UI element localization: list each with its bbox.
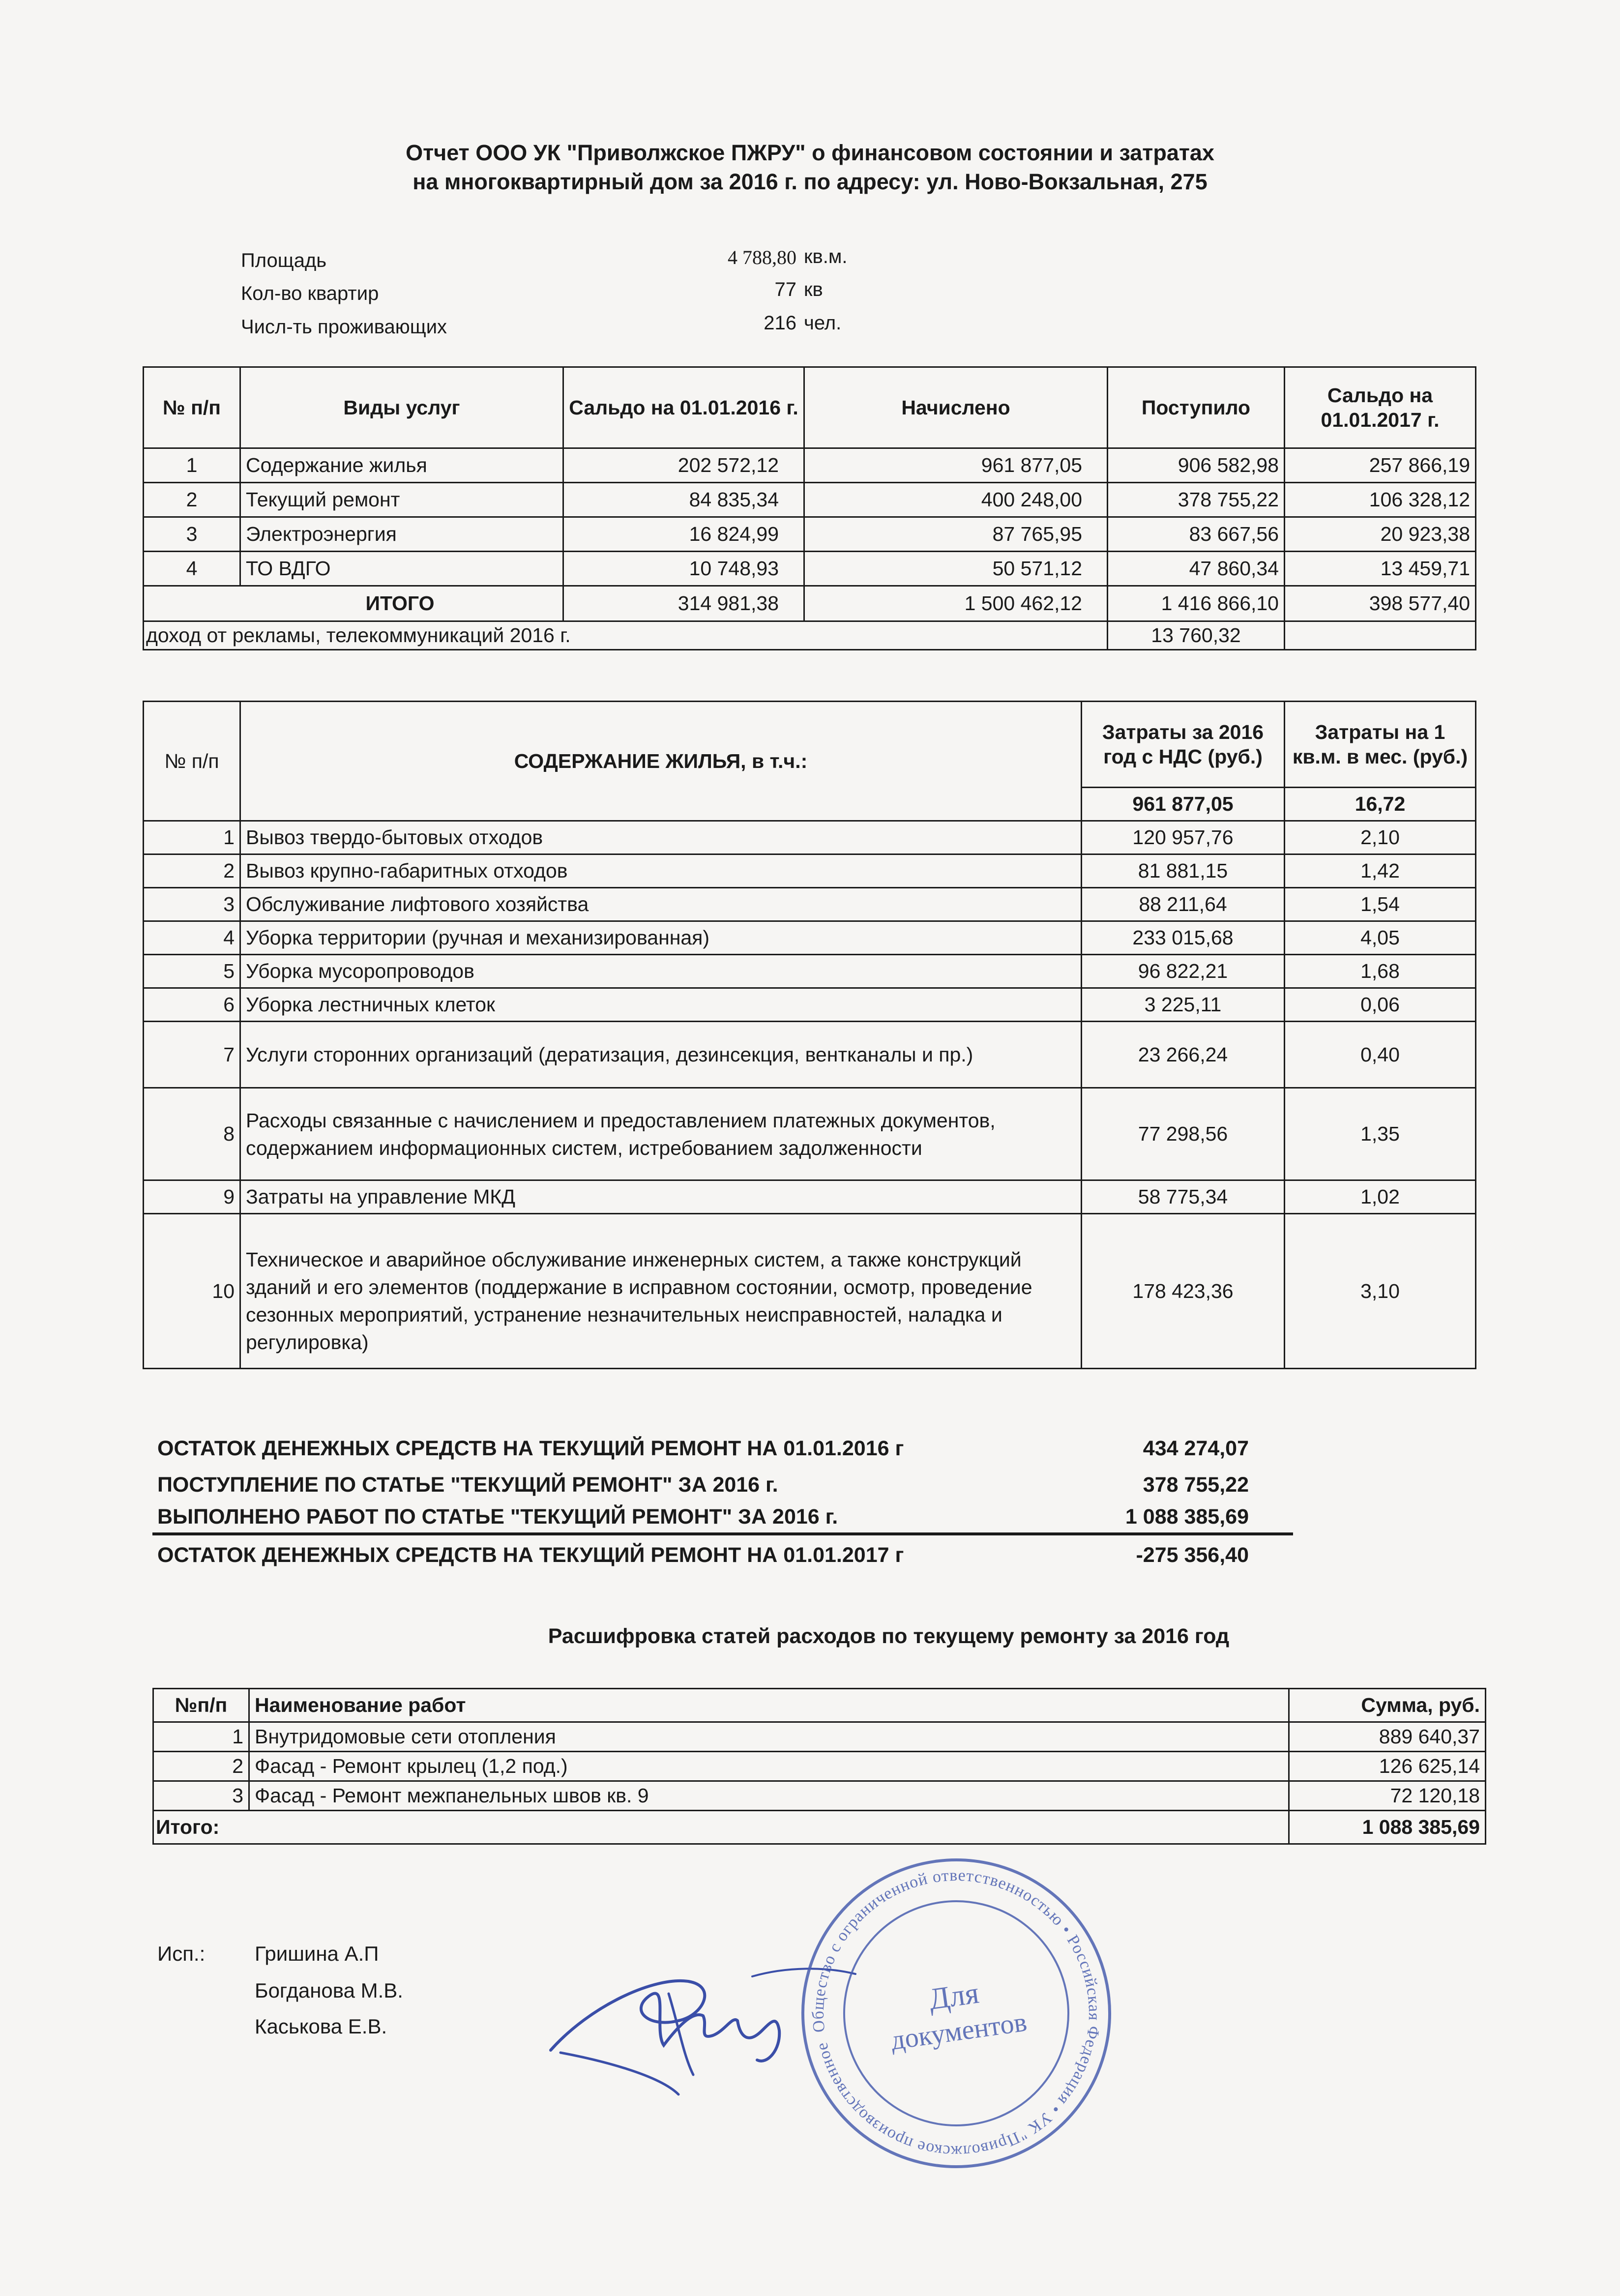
row-number: 1 [144,821,240,854]
breakdown-total-row [153,1811,1486,1844]
annual-cost: 23 266,24 [1082,1022,1285,1088]
balance-2017: 106 328,12 [1285,483,1476,517]
row-number: 5 [144,955,240,988]
col-work-name: Наименование работ [249,1689,1289,1722]
table-row [144,1180,1476,1214]
balance-2016: 10 748,93 [563,552,804,586]
balance-2016: 202 572,12 [563,448,804,483]
table-row [144,483,1476,517]
table-row [144,988,1476,1022]
annual-cost: 81 881,15 [1082,854,1285,888]
company-stamp [796,1854,1116,2173]
item-name: Обслуживание лифтового хозяйства [240,888,1082,921]
item-name: Затраты на управление МКД [240,1180,1082,1214]
col-received: Поступило [1108,367,1285,448]
row-number: 3 [144,517,240,552]
summary-label: ОСТАТОК ДЕНЕЖНЫХ СРЕДСТВ НА ТЕКУЩИЙ РЕМОНТ НА 01.01.2017 г [157,1543,904,1567]
annual-cost: 233 015,68 [1082,921,1285,955]
cost-per-sqm: 1,54 [1285,888,1476,921]
cost-per-sqm: 4,05 [1285,921,1476,955]
table-row [153,1752,1486,1781]
residents-value: 216 [764,312,796,334]
summary-value: 1 088 385,69 [1125,1505,1249,1529]
repair-breakdown-table [152,1688,1486,1845]
table-row [144,955,1476,988]
balance-2017: 20 923,38 [1285,517,1476,552]
item-name: Техническое и аварийное обслуживание инженерных систем, а также конструкций зданий и его элементов (поддержание в исправном состоянии, осмотр, проведение сезонных мероприятий, устранение незначительных неисправностей, наладка и регулировка) [240,1214,1082,1369]
col-balance-2017: Сальдо на 01.01.2017 г. [1285,367,1476,448]
table-row [144,921,1476,955]
col-number: № п/п [144,702,240,821]
summary-value: 378 755,22 [1143,1473,1249,1497]
row-number: 7 [144,1022,240,1088]
row-number: 3 [144,888,240,921]
services-table [143,366,1476,650]
col-maintenance-title: СОДЕРЖАНИЕ ЖИЛЬЯ, в т.ч.: [240,702,1082,821]
row-number: 9 [144,1180,240,1214]
table-row [144,1214,1476,1369]
work-amount: 889 640,37 [1289,1722,1486,1752]
item-name: Услуги сторонних организаций (дератизация, дезинсекция, вентканалы и пр.) [240,1022,1082,1088]
row-number: 2 [153,1752,249,1781]
total-label: ИТОГО [144,586,563,621]
executor-name: Гришина А.П [255,1942,379,1965]
work-name: Фасад - Ремонт крылец (1,2 под.) [249,1752,1289,1781]
executor-name: Богданова М.В. [255,1979,403,2002]
stamp-center-line1: Для [927,1976,981,2017]
work-name: Внутридомовые сети отопления [249,1722,1289,1752]
area-value: 4 788,80 [728,246,796,268]
summary-value: 434 274,07 [1143,1437,1249,1460]
total-charged: 1 500 462,12 [804,586,1108,621]
total-cost-per-sqm: 16,72 [1285,788,1476,821]
col-cost-per-sqm: Затраты на 1 кв.м. в мес. (руб.) [1285,702,1476,788]
table-row [144,888,1476,921]
item-name: Вывоз твердо-бытовых отходов [240,821,1082,854]
residents-label: Числ-ть проживающих [241,316,447,338]
cost-per-sqm: 3,10 [1285,1214,1476,1369]
col-service-type: Виды услуг [240,367,563,448]
table-row [153,1722,1486,1752]
table-row [144,821,1476,854]
annual-cost: 178 423,36 [1082,1214,1285,1369]
balance-2016: 84 835,34 [563,483,804,517]
service-name: Содержание жилья [240,448,563,483]
cost-per-sqm: 1,35 [1285,1088,1476,1180]
cost-per-sqm: 1,42 [1285,854,1476,888]
maintenance-header-row [144,702,1476,788]
area-unit: кв.м. [804,246,848,267]
charged: 961 877,05 [804,448,1108,483]
stamp-center-line2: документов [888,2006,1029,2056]
received: 83 667,56 [1108,517,1285,552]
row-number: 4 [144,921,240,955]
total-balance-2017: 398 577,40 [1285,586,1476,621]
breakdown-header-row [153,1689,1486,1722]
service-name: ТО ВДГО [240,552,563,586]
services-header-row [144,367,1476,448]
table-row [144,448,1476,483]
received: 906 582,98 [1108,448,1285,483]
row-number: 3 [153,1781,249,1811]
charged: 87 765,95 [804,517,1108,552]
row-number: 4 [144,552,240,586]
row-number: 8 [144,1088,240,1180]
row-number: 2 [144,483,240,517]
annual-cost: 3 225,11 [1082,988,1285,1022]
col-amount: Сумма, руб. [1289,1689,1486,1722]
annual-cost: 120 957,76 [1082,821,1285,854]
col-number: №п/п [153,1689,249,1722]
ad-income-empty [1285,621,1476,650]
item-name: Уборка территории (ручная и механизированная) [240,921,1082,955]
row-number: 1 [153,1722,249,1752]
annual-cost: 58 775,34 [1082,1180,1285,1214]
charged: 50 571,12 [804,552,1108,586]
received: 378 755,22 [1108,483,1285,517]
table-row [144,854,1476,888]
report-title-line2: на многоквартирный дом за 2016 г. по адресу: ул. Ново-Вокзальная, 275 [412,169,1208,194]
table-row [144,517,1476,552]
report-title-line1: Отчет ООО УК "Приволжское ПЖРУ" о финансовом состоянии и затратах [406,140,1214,165]
ad-income-value: 13 760,32 [1108,621,1285,650]
stamp-ring-text: Общество с ограниченной ответственностью • Российская Федерация • УК "Приволжское производственное [809,1866,1104,2161]
balance-2016: 16 824,99 [563,517,804,552]
col-annual-cost: Затраты за 2016 год с НДС (руб.) [1082,702,1285,788]
item-name: Расходы связанные с начислением и предоставлением платежных документов, содержанием информационных систем, истребованием задолженности [240,1088,1082,1180]
table-row [153,1781,1486,1811]
executor-name: Каськова Е.В. [255,2015,387,2038]
breakdown-total-label: Итого: [153,1811,1289,1844]
cost-per-sqm: 1,02 [1285,1180,1476,1214]
ad-income-label: доход от рекламы, телекоммуникаций 2016 г. [144,621,1108,650]
work-amount: 126 625,14 [1289,1752,1486,1781]
summary-label: ОСТАТОК ДЕНЕЖНЫХ СРЕДСТВ НА ТЕКУЩИЙ РЕМОНТ НА 01.01.2016 г [157,1437,904,1460]
cost-per-sqm: 1,68 [1285,955,1476,988]
repair-breakdown-title: Расшифровка статей расходов по текущему ремонту за 2016 год [548,1624,1230,1648]
total-balance-2016: 314 981,38 [563,586,804,621]
balance-2017: 13 459,71 [1285,552,1476,586]
work-amount: 72 120,18 [1289,1781,1486,1811]
table-row [144,552,1476,586]
item-name: Вывоз крупно-габаритных отходов [240,854,1082,888]
service-name: Текущий ремонт [240,483,563,517]
col-number: № п/п [144,367,240,448]
service-name: Электроэнергия [240,517,563,552]
col-charged: Начислено [804,367,1108,448]
total-annual-cost: 961 877,05 [1082,788,1285,821]
apartments-unit: кв [804,279,823,300]
services-total-row [144,586,1476,621]
item-name: Уборка лестничных клеток [240,988,1082,1022]
work-name: Фасад - Ремонт межпанельных швов кв. 9 [249,1781,1289,1811]
summary-label: ВЫПОЛНЕНО РАБОТ ПО СТАТЬЕ "ТЕКУЩИЙ РЕМОНТ" ЗА 2016 г. [157,1505,838,1529]
received: 47 860,34 [1108,552,1285,586]
cost-per-sqm: 0,40 [1285,1022,1476,1088]
row-number: 10 [144,1214,240,1369]
row-number: 1 [144,448,240,483]
annual-cost: 88 211,64 [1082,888,1285,921]
area-label: Площадь [241,250,327,271]
row-number: 2 [144,854,240,888]
apartments-label: Кол-во квартир [241,283,379,304]
ad-income-row [144,621,1476,650]
table-row [144,1022,1476,1088]
row-number: 6 [144,988,240,1022]
maintenance-table [143,701,1476,1369]
breakdown-total-value: 1 088 385,69 [1289,1811,1486,1844]
summary-divider [152,1532,1293,1535]
cost-per-sqm: 2,10 [1285,821,1476,854]
summary-label: ПОСТУПЛЕНИЕ ПО СТАТЬЕ "ТЕКУЩИЙ РЕМОНТ" ЗА 2016 г. [157,1473,778,1497]
table-row [144,1088,1476,1180]
annual-cost: 77 298,56 [1082,1088,1285,1180]
apartments-value: 77 [774,279,796,300]
cost-per-sqm: 0,06 [1285,988,1476,1022]
annual-cost: 96 822,21 [1082,955,1285,988]
item-name: Уборка мусоропроводов [240,955,1082,988]
summary-value: -275 356,40 [1136,1543,1249,1567]
residents-unit: чел. [804,312,842,334]
col-balance-2016: Сальдо на 01.01.2016 г. [563,367,804,448]
executor-label: Исп.: [157,1942,206,1965]
balance-2017: 257 866,19 [1285,448,1476,483]
total-received: 1 416 866,10 [1108,586,1285,621]
charged: 400 248,00 [804,483,1108,517]
